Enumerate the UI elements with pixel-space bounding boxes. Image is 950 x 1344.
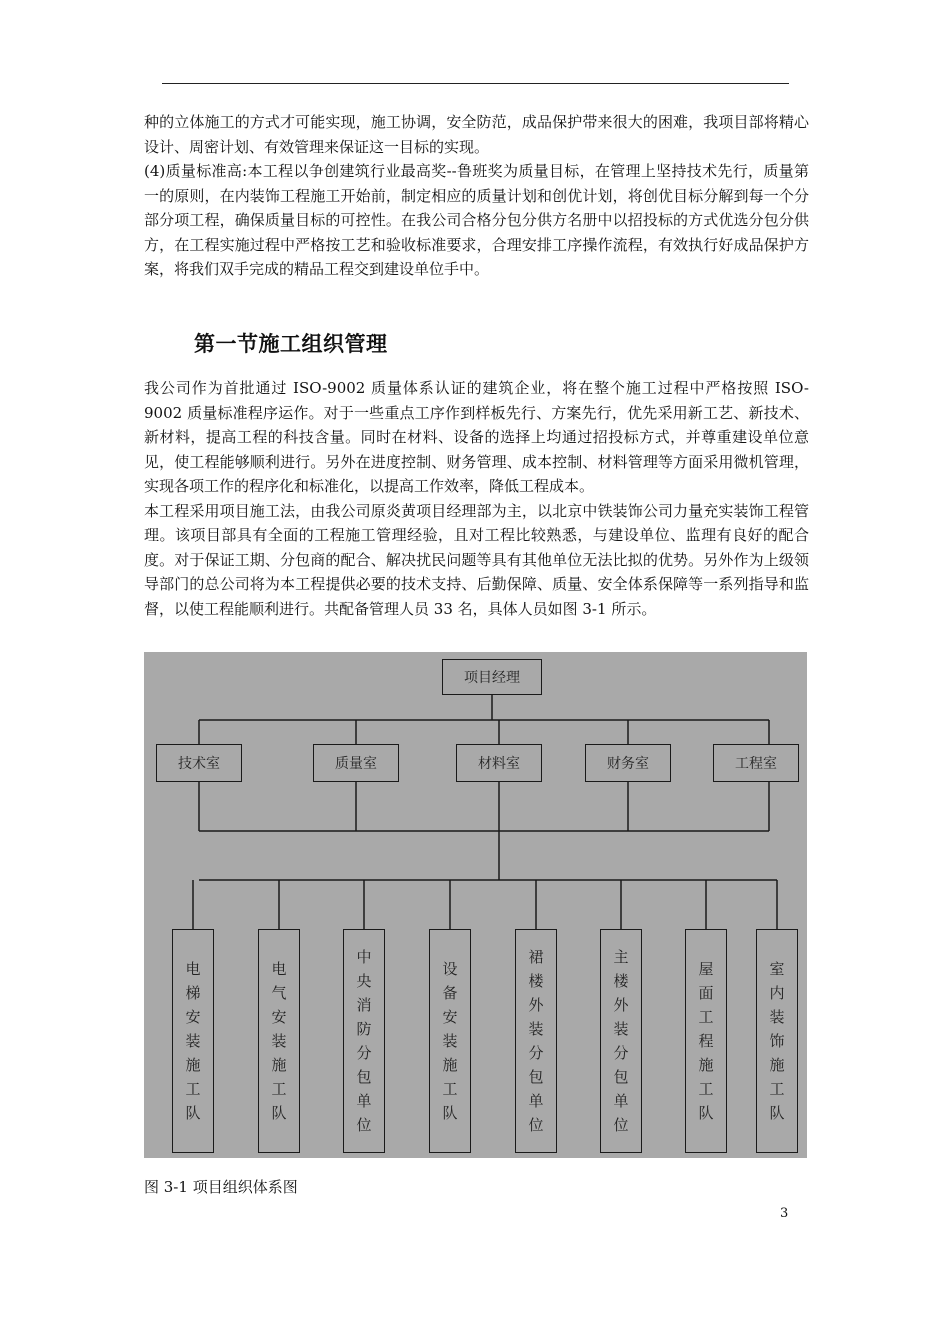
paragraph-3: 我公司作为首批通过 ISO-9002 质量体系认证的建筑企业，将在整个施工过程中严格按照 ISO-9002 质量标准程序运作。对于一些重点工序作到样板先行、方案先行，优先采用新工艺、新技术、新材料，提高工程的科技含量。同时在材料、设备的选择上均通过招投标方式，并尊重建设单位意见，使工程能够顺利进行。另外在进度控制、财务管理、成本控制、材料管理等方面采用微机管理，实现各项工作的程序化和标准化，以提高工作效率，降低工程成本。 [144, 379, 809, 495]
org-team-char: 单 [356, 1092, 372, 1110]
org-team-box [600, 929, 642, 1153]
org-team-char: 队 [769, 1104, 785, 1122]
org-team-char: 施 [185, 1056, 201, 1074]
org-team-char: 位 [613, 1116, 629, 1134]
org-dept-box: 技术室 [156, 744, 242, 782]
org-team-char: 主 [613, 948, 629, 966]
paragraph-1: 种的立体施工的方式才可能实现，施工协调，安全防范，成品保护带来很大的困难，我项目部将精心设计、周密计划、有效管理来保证这一目标的实现。 [144, 113, 809, 156]
org-team-char: 位 [356, 1116, 372, 1134]
org-team-char: 单 [613, 1092, 629, 1110]
top-paragraphs [144, 110, 809, 282]
org-team-char: 电 [271, 960, 287, 978]
org-team-char: 工 [769, 1080, 785, 1098]
org-team-char: 央 [356, 972, 372, 990]
org-team-char: 外 [613, 996, 629, 1014]
org-team-box [756, 929, 798, 1153]
org-team-char: 工 [698, 1080, 714, 1098]
org-team-char: 程 [698, 1032, 714, 1050]
org-team-char: 施 [769, 1056, 785, 1074]
org-team-char: 面 [698, 984, 714, 1002]
org-team-char: 工 [442, 1080, 458, 1098]
org-team-char: 备 [442, 984, 458, 1002]
org-team-char: 装 [271, 1032, 287, 1050]
org-team-char: 楼 [528, 972, 544, 990]
org-team-char: 电 [185, 960, 201, 978]
org-team-char: 分 [356, 1044, 372, 1062]
org-dept-box: 财务室 [585, 744, 671, 782]
org-team-char: 施 [442, 1056, 458, 1074]
org-team-char: 工 [698, 1008, 714, 1026]
org-team-char: 工 [271, 1080, 287, 1098]
org-team-char: 中 [356, 948, 372, 966]
org-team-char: 设 [442, 960, 458, 978]
org-team-char: 气 [271, 984, 287, 1002]
org-team-char: 安 [442, 1008, 458, 1026]
org-team-char: 装 [613, 1020, 629, 1038]
org-dept-box: 质量室 [313, 744, 399, 782]
bottom-paragraphs [144, 376, 809, 621]
org-team-char: 安 [185, 1008, 201, 1026]
figure-caption: 图 3-1 项目组织体系图 [144, 1178, 298, 1196]
org-team-char: 队 [442, 1104, 458, 1122]
org-team-char: 装 [185, 1032, 201, 1050]
org-dept-box: 工程室 [713, 744, 799, 782]
org-team-char: 分 [528, 1044, 544, 1062]
page-number: 3 [780, 1206, 789, 1221]
org-team-char: 梯 [185, 984, 201, 1002]
org-team-char: 饰 [769, 1032, 785, 1050]
org-team-char: 安 [271, 1008, 287, 1026]
org-team-char: 装 [528, 1020, 544, 1038]
org-dept-box: 材料室 [456, 744, 542, 782]
paragraph-2: (4)质量标准高:本工程以争创建筑行业最高奖--鲁班奖为质量目标，在管理上坚持技术先行，质量第一的原则，在内装饰工程施工开始前，制定相应的质量计划和创优计划，将创优目标分解到每一个分部分项工程，确保质量目标的可控性。在我公司合格分包分供方名册中以招投标的方式优选分包分供方，在工程实施过程中严格按工艺和验收标准要求，合理安排工序操作流程，有效执行好成品保护方案，将我们双手完成的精品工程交到建设单位手中。 [144, 162, 809, 278]
org-team-char: 包 [528, 1068, 544, 1086]
org-team-box [343, 929, 385, 1153]
org-team-char: 装 [442, 1032, 458, 1050]
org-team-char: 施 [271, 1056, 287, 1074]
org-team-char: 包 [356, 1068, 372, 1086]
org-team-char: 裙 [528, 948, 544, 966]
org-team-char: 单 [528, 1092, 544, 1110]
org-team-char: 包 [613, 1068, 629, 1086]
org-team-char: 楼 [613, 972, 629, 990]
org-team-char: 装 [769, 1008, 785, 1026]
org-team-char: 队 [698, 1104, 714, 1122]
org-team-char: 屋 [698, 960, 714, 978]
org-team-box [685, 929, 727, 1153]
org-root-box: 项目经理 [442, 659, 542, 695]
org-chart [144, 652, 807, 1158]
org-team-char: 室 [769, 960, 785, 978]
org-team-box [429, 929, 471, 1153]
section-title: 第一节施工组织管理 [194, 332, 388, 356]
org-team-box [258, 929, 300, 1153]
org-team-box [515, 929, 557, 1153]
org-team-box [172, 929, 214, 1153]
paragraph-4: 本工程采用项目施工法，由我公司原炎黄项目经理部为主，以北京中铁装饰公司力量充实装饰工程管理。该项目部具有全面的工程施工管理经验，且对工程比较熟悉，与建设单位、监理有良好的配合度。对于保证工期、分包商的配合、解决扰民问题等具有其他单位无法比拟的优势。另外作为上级领导部门的总公司将为本工程提供必要的技术支持、后勤保障、质量、安全体系保障等一系列指导和监督，以使工程能顺利进行。共配备管理人员 33 名，具体人员如图 3-1 所示。 [144, 501, 809, 618]
org-team-char: 队 [271, 1104, 287, 1122]
org-team-char: 内 [769, 984, 785, 1002]
org-team-char: 防 [356, 1020, 372, 1038]
header-rule [162, 83, 789, 84]
org-team-char: 消 [356, 996, 372, 1014]
org-team-char: 队 [185, 1104, 201, 1122]
org-team-char: 施 [698, 1056, 714, 1074]
org-team-char: 分 [613, 1044, 629, 1062]
org-team-char: 位 [528, 1116, 544, 1134]
org-team-char: 外 [528, 996, 544, 1014]
org-team-char: 工 [185, 1080, 201, 1098]
